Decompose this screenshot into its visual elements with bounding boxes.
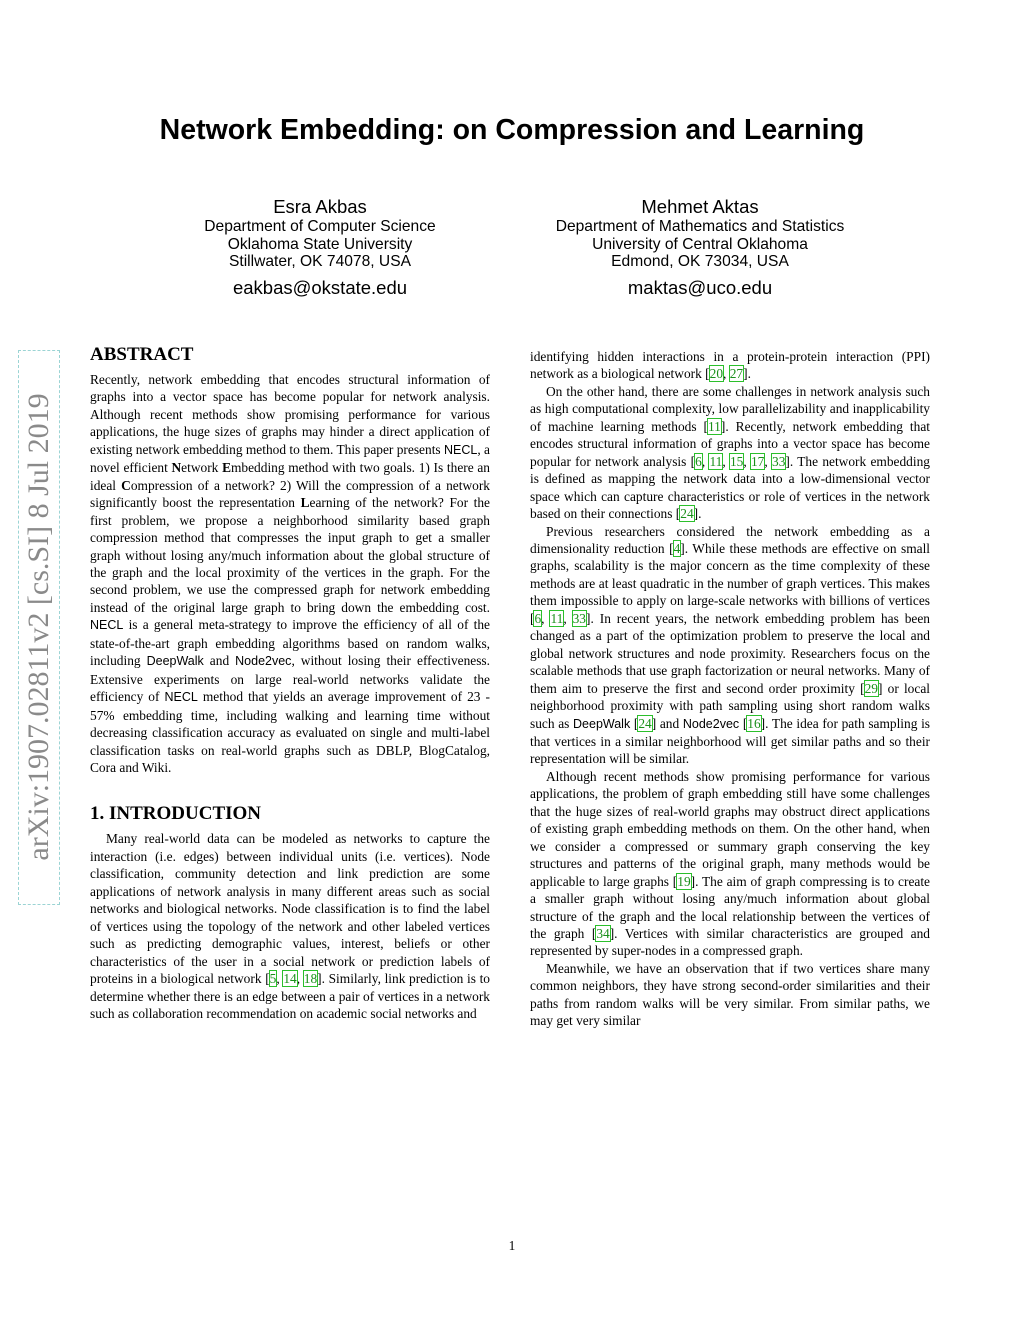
citation-link[interactable]: 20 — [709, 366, 724, 382]
abstract-heading: ABSTRACT — [90, 344, 194, 365]
intro-paragraph-5: Meanwhile, we have an observation that if two vertices share many common neighbors, they have strong second-order similarities and their paths from random walks will be very similar. From similar paths, we may get very similar — [530, 960, 930, 1029]
citation-link[interactable]: 16 — [747, 715, 761, 731]
abstract-text: Recently, network embedding that encodes structural information of graphs into a vector space has become popular for network analysis. Although recent methods show promising performance for various applications, the huge sizes of graphs may hinder a direct application of existing network embedding method to them. This paper presents NECL, a novel efficient Network Embedding method with two goals. 1) Is there an ideal Compression of a network? 2) Will the compression of a network significantly boost the representation Learning of the network? For the first problem, we propose a neighborhood similarity based graph compression method that compresses the input graph to get a smaller graph without losing any/much information about the global structure of the graph and the local proximity of the vertices in the graph. For the second problem, we use the compressed graph for network embedding instead of the original large graph to bring down the embedding cost. NECL is a general meta-strategy to improve the efficiency of all of the state-of-the-art graph embedding algorithms based on random walks, including DeepWalk and Node2vec, without losing their effectiveness. Extensive experiments on large real-world networks validate the efficiency of NECL method that yields an average improvement of 23 - 57% embedding time, including walking and learning time without decreasing classification accuracy as evaluated on single and multi-label classification tasks on real-world graphs such as DBLP, BlogCatalog, Cora and Wiki. — [90, 372, 491, 775]
citation-link[interactable]: 33 — [772, 453, 786, 469]
citation-link[interactable]: 14 — [283, 971, 297, 987]
citation-link[interactable]: 18 — [303, 971, 318, 987]
author-name: Mehmet Aktas — [641, 196, 759, 217]
author-block-2 — [530, 196, 870, 299]
author-university: Oklahoma State University — [227, 235, 413, 253]
right-column — [530, 348, 930, 1030]
intro-paragraph-3: Previous researchers considered the network embedding as a dimensionality reduction [4]. While these methods are effective on small graphs, scalability is the major concern as the time complexity of these methods are at least quadratic in the number of graph vertices. This makes them impossible to apply on large-scale networks with billions of vertices [6, 11, 33]. In recent years, the network embedding problem has been changed as a part of the optimization problem to preserve the local and global network structures and node proximity. Researchers focus on the scalable methods that use graph factorization or neural networks. Many of them aim to preserve the first and second order proximity [29] or local neighborhood proximity with path sampling using short random walks such as DeepWalk [24] and Node2vec [16]. The idea for path sampling is that vertices in a similar neighborhood will get similar paths and so their representation will be similar. — [530, 523, 931, 767]
author-name: Esra Akbas — [273, 196, 367, 217]
intro-paragraph-1: Many real-world data can be modeled as networks to capture the interaction (i.e. edges) between individual units (i.e. vertices). Node classification, community detection and link prediction are some applications of network analysis in many different areas such as social networks and biological networks. Node classification is to find the label of vertices using the topology of the network and other labeled vertices such as predicting demographic values, interest, beliefs or other characteristics of the user in a social network or prediction labels of proteins in a biological network [5, 14, 18]. Similarly, link prediction is to determine whether there is an edge between a pair of vertices in a network such as collaboration recommendation on academic social networks and — [90, 831, 490, 1021]
left-column — [90, 343, 490, 1022]
author-block-1 — [190, 196, 450, 299]
author-department: Department of Computer Science — [204, 218, 436, 235]
intro-paragraph-1-cont: identifying hidden interactions in a protein-protein interaction (PPI) network as a biological network [20, 27]. — [530, 349, 930, 382]
citation-link[interactable]: 33 — [572, 610, 586, 626]
author-university: University of Central Oklahoma — [592, 235, 808, 253]
citation-link[interactable]: 27 — [729, 366, 744, 382]
author-email[interactable]: eakbas@okstate.edu — [232, 276, 408, 298]
citation-link[interactable]: 24 — [680, 506, 694, 522]
citation-link[interactable]: 6 — [695, 453, 702, 469]
citation-link[interactable]: 34 — [596, 925, 610, 941]
citation-link[interactable]: 11 — [707, 418, 721, 434]
citation-link[interactable]: 6 — [534, 610, 542, 626]
citation-link[interactable]: 19 — [677, 873, 691, 889]
arxiv-stamp-text: arXiv:1907.02811v2 [cs.SI] 8 Jul 2019 — [22, 393, 55, 861]
citation-link[interactable]: 17 — [750, 453, 765, 469]
author-department: Department of Mathematics and Statistics — [555, 218, 845, 235]
citation-link[interactable]: 29 — [864, 680, 878, 696]
citation-link[interactable]: 15 — [729, 453, 744, 469]
introduction-heading: 1. INTRODUCTION — [90, 803, 262, 825]
citation-link[interactable]: 11 — [550, 610, 564, 626]
citation-link[interactable]: 4 — [673, 540, 681, 556]
author-address: Stillwater, OK 74078, USA — [228, 253, 411, 270]
page-number: 1 — [508, 1238, 516, 1253]
intro-paragraph-2: On the other hand, there are some challenges in network analysis such as high computational complexity, low parallelizability and inapplicability of machine learning methods [11]. Recently, network embedding that encodes structural information of graphs into a vector space has become popular for network analysis [6, 11, 15, 17, 33]. The network embedding is defined as mapping the network data into a low-dimensional vector space which can capture characteristics or role of vertices in the network based on their connections [24]. — [530, 383, 930, 522]
arxiv-stamp[interactable] — [18, 350, 60, 905]
paper-title: Network Embedding: on Compression and Learning — [159, 114, 865, 146]
author-email[interactable]: maktas@uco.edu — [627, 276, 773, 298]
citation-link[interactable]: 24 — [638, 715, 652, 731]
citation-link[interactable]: 5 — [269, 971, 277, 987]
citation-link[interactable]: 11 — [709, 453, 723, 469]
author-address: Edmond, OK 73034, USA — [611, 253, 789, 270]
intro-paragraph-4: Although recent methods show promising performance for various applications, the problem of graph embedding still have some challenges that the huge sizes of real-world graphs may obstruct direct applications of existing graph embedding methods on them. On the other hand, when we consider a compressed or summary graph conserving the key structures and patterns of the original graph, many methods would be applicable to large graphs [19]. The aim of graph compressing is to create a smaller graph without losing any/much information about global structure of the graph and the local relationship between the vertices of the graph [34]. Vertices with similar characteristics are grouped and represented by super-nodes in a compressed graph. — [530, 768, 930, 959]
